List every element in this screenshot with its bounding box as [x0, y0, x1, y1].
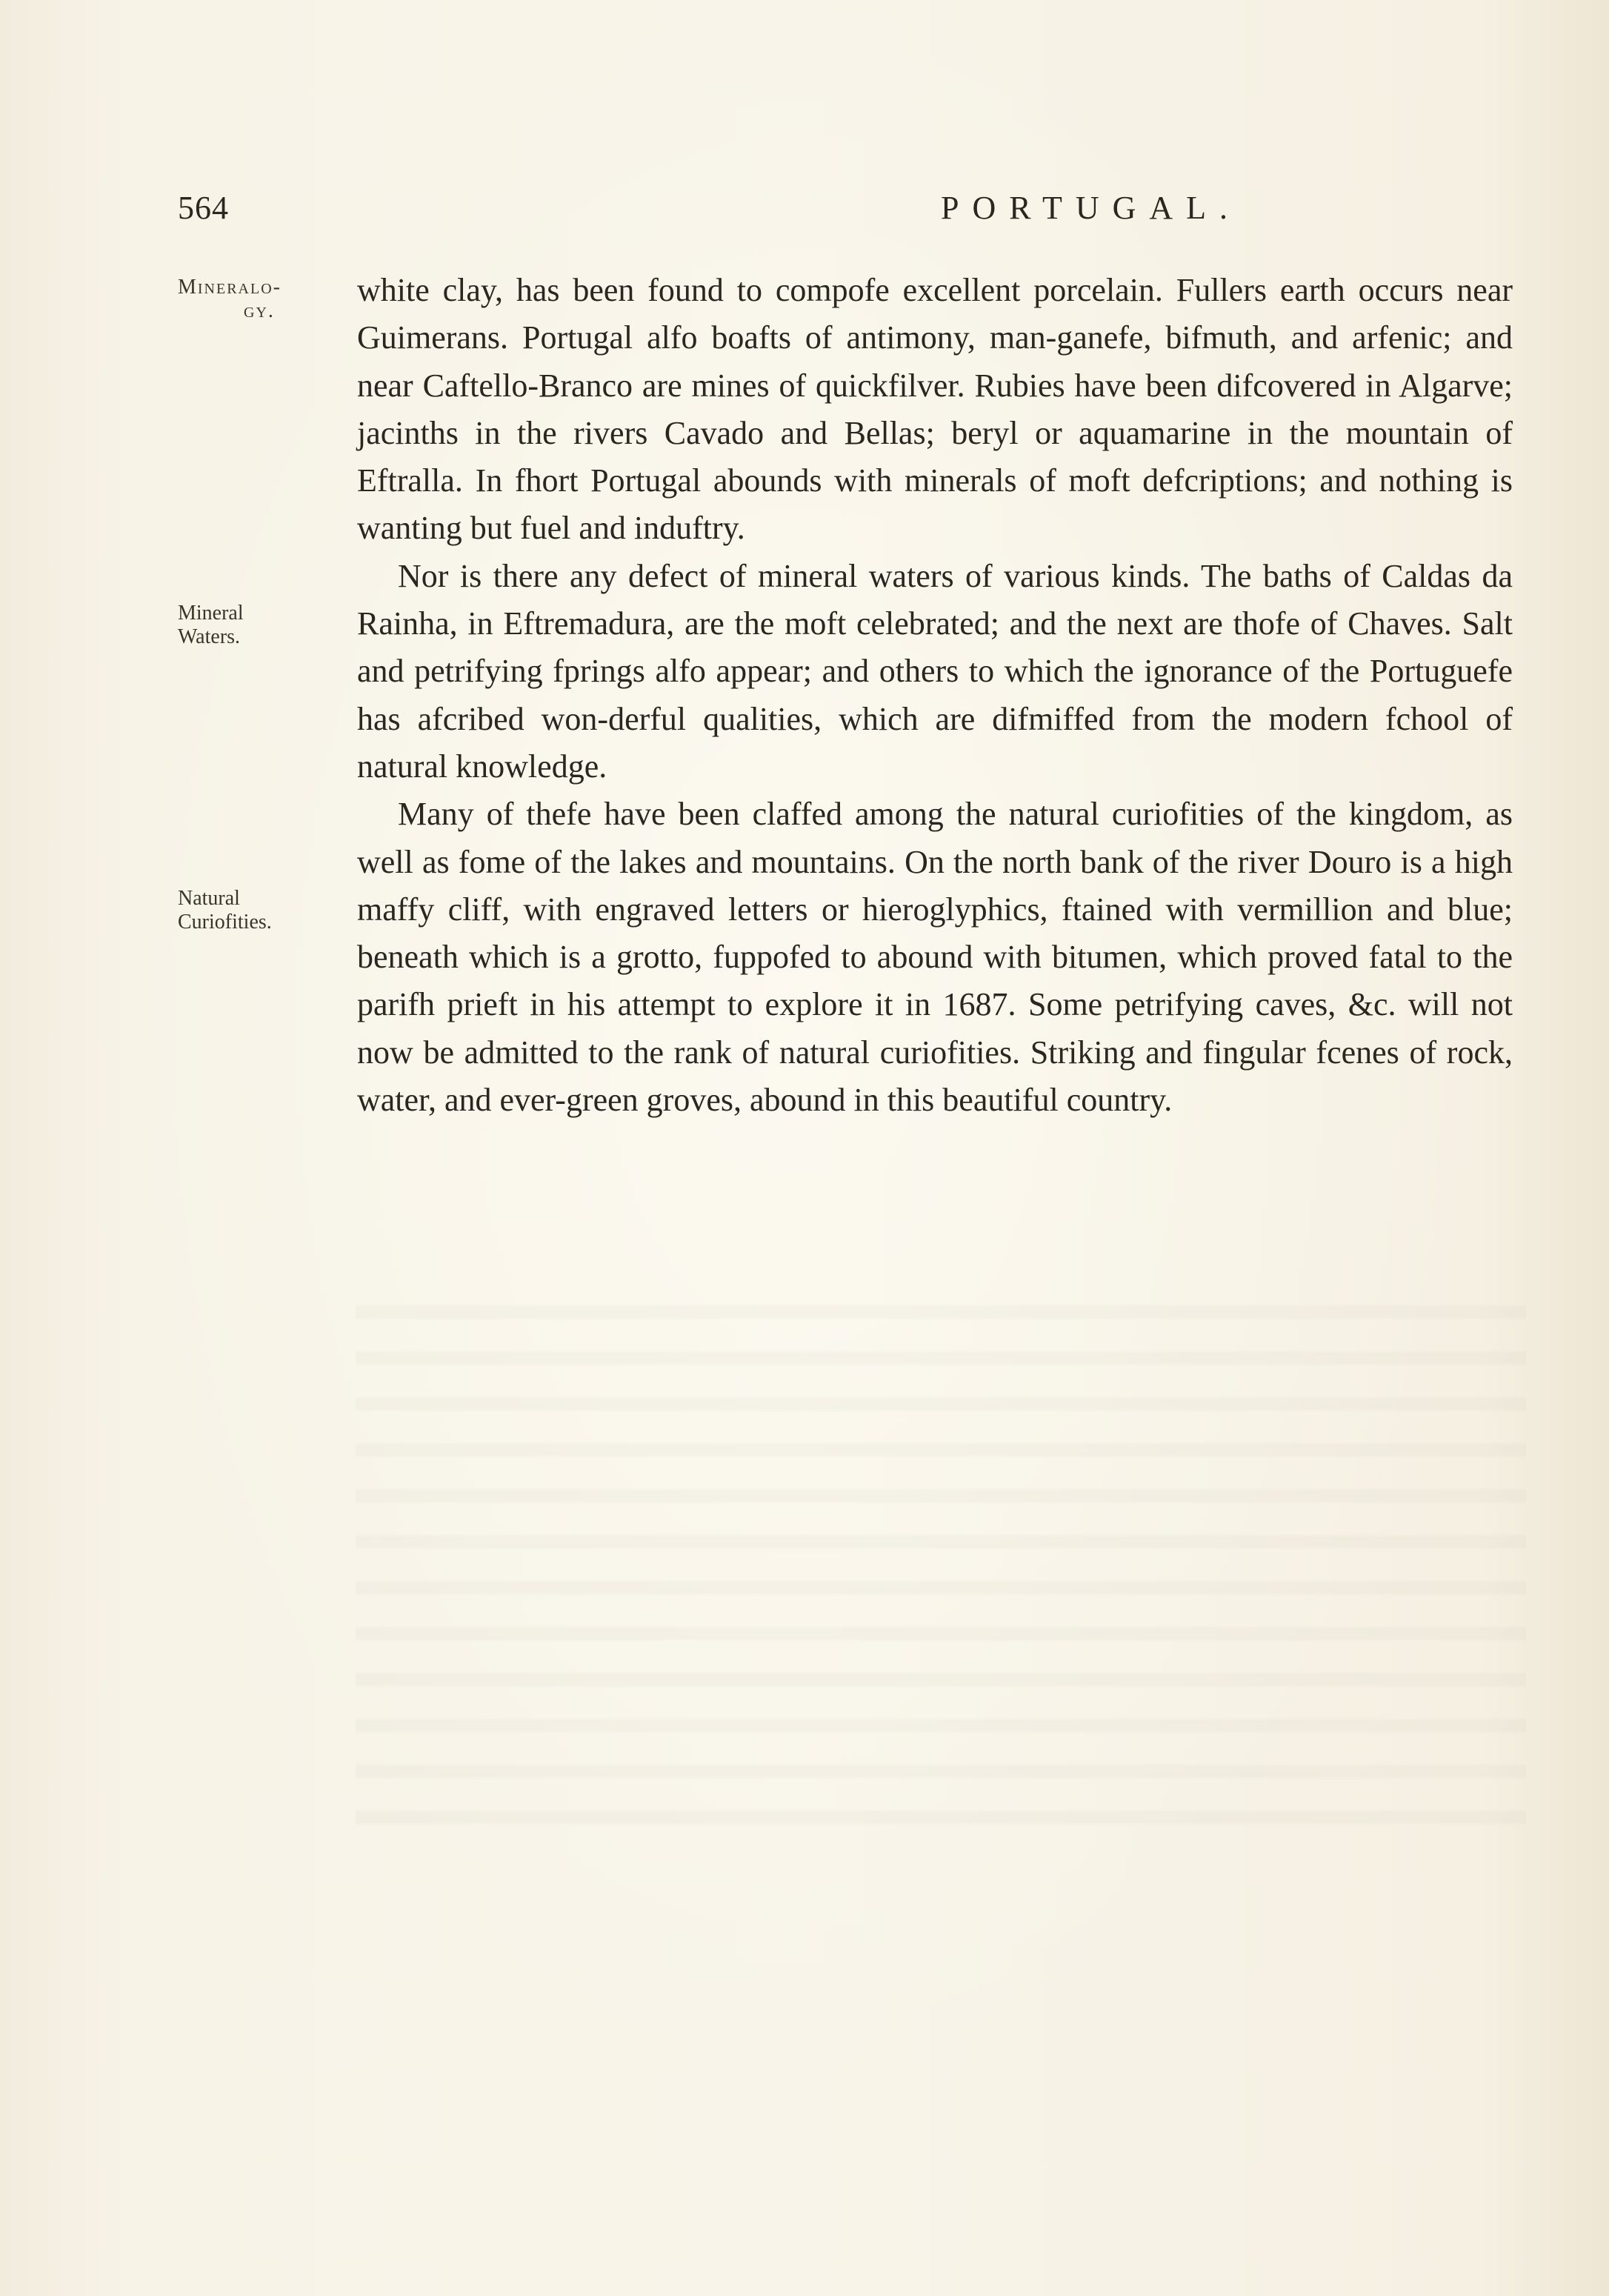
sidenote-natural-curiosities	[178, 887, 341, 934]
body-text	[357, 267, 1513, 1124]
paragraph-minerals: white clay, has been found to compofe excellent porcelain. Fullers earth occurs near Guimerans. Portugal alfo boafts of antimony, man-ganefe, bifmuth, and arfenic; and near Caftello-Branco are mines of quickfilver. Rubies have been difcovered in Algarve; jacinths in the rivers Cavado and Bellas; beryl or aquamarine in the mountain of Eftralla. In fhort Portugal abounds with minerals of moft defcriptions; and nothing is wanting but fuel and induftry.	[357, 272, 1513, 547]
sidenote-line: Waters.	[178, 625, 241, 648]
paragraph-natural-curiosities: Many of thefe have been claffed among the natural curiofities of the kingdom, as well as fome of the lakes and mountains. On the north bank of the river Douro is a high maffy cliff, with engraved letters or hieroglyphics, ftained with vermillion and blue; beneath which is a grotto, fuppofed to abound with bitumen, which proved fatal to the parifh prieft in his attempt to explore it in 1687. Some petrifying caves, &c. will not now be admitted to the rank of natural curiofities. Striking and fingular fcenes of rock, water, and ever-green groves, abound in this beautiful country.	[357, 796, 1513, 1119]
sidenote-line: Mineralo-	[178, 276, 282, 299]
sidenote-mineral-waters	[178, 602, 341, 649]
paragraph-mineral-waters: Nor is there any defect of mineral waters of various kinds. The baths of Caldas da Rainha, in Eftremadura, are the moft celebrated; and the next are thofe of Chaves. Salt and petrifying fprings alfo appear; and others to which the ignorance of the Portuguefe has afcribed won-derful qualities, which are difmiffed from the modern fchool of natural knowledge.	[357, 557, 1513, 785]
page-header	[178, 189, 1511, 233]
show-through-texture	[356, 1274, 1526, 1852]
sidenote-line: Mineral	[178, 602, 244, 625]
page-number: 564	[178, 190, 229, 226]
running-title: PORTUGAL.	[941, 190, 1242, 226]
sidenote-line: Natural	[178, 887, 240, 910]
sidenote-line: Curiofities.	[178, 911, 272, 934]
sidenote-line: gy.	[244, 299, 275, 322]
sidenote-mineralogy	[178, 276, 341, 323]
